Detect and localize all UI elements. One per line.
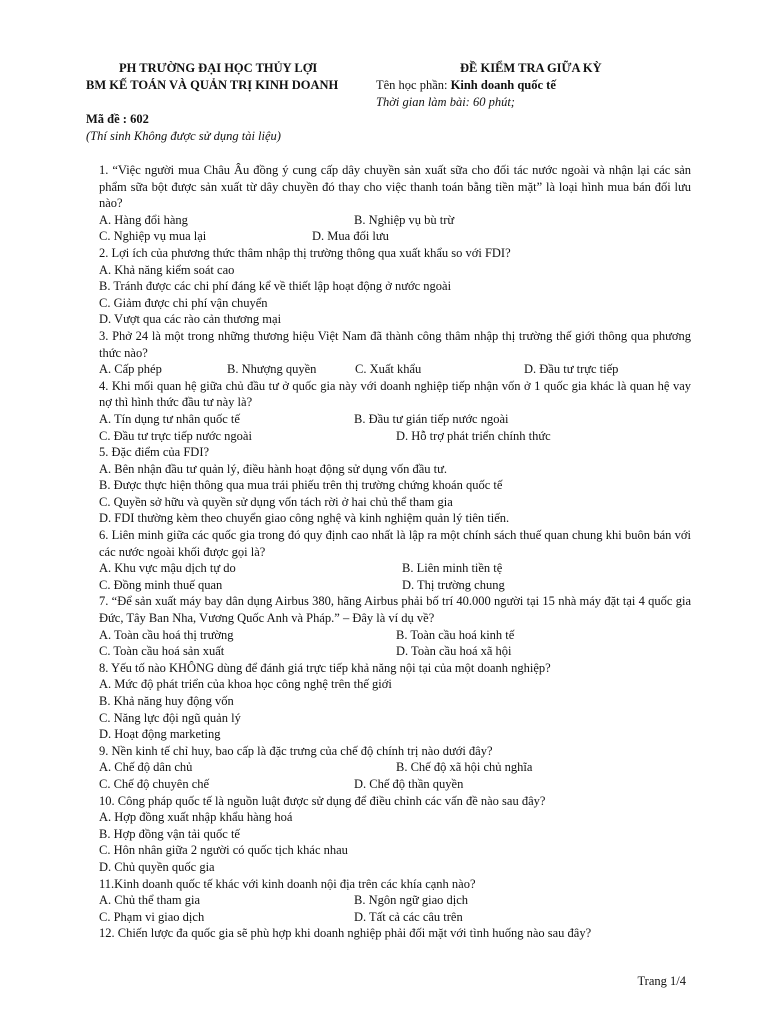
answer-row [99,826,691,843]
answer-option: D. Thị trường chung [402,577,505,592]
answer-row [99,510,691,527]
answer-row [99,428,691,445]
department-name: BM KẾ TOÁN VÀ QUẢN TRỊ KINH DOANH [86,78,339,92]
answer-row [99,577,691,594]
answer-option: B. Đầu tư gián tiếp nước ngoài [354,411,509,426]
answer-option: A. Khu vực mậu dịch tự do [99,561,236,576]
answer-option: A. Chủ thể tham gia [99,893,201,908]
answer-row [99,776,691,793]
answer-row [99,726,691,743]
answer-option: C. Phạm vi giao dịch [99,909,205,924]
question-text: 3. Phở 24 là một trong những thương hiệu Việt Nam đã thành công thâm nhập thị trường thế giới thông qua phương thức nào? [99,328,691,360]
course-line [376,77,556,94]
question-text: 5. Đặc điểm của FDI? [99,445,210,460]
question-10 [99,793,691,876]
question-8 [99,660,691,743]
question-6 [99,527,691,593]
course-name: Kinh doanh quốc tế [450,78,556,92]
answer-row [99,643,691,660]
answer-option: B. Hợp đồng vận tải quốc tế [99,826,240,841]
question-text: 8. Yếu tố nào KHÔNG dùng để đánh giá trực tiếp khả năng nội tại của một doanh nghiệp? [99,660,551,675]
answer-option: A. Toàn cầu hoá thị trường [99,627,234,642]
answer-row [99,212,691,229]
answer-row [99,461,691,478]
question-4 [99,378,691,444]
answer-option: B. Liên minh tiền tệ [402,561,503,576]
answer-option: D. Vượt qua các rào cản thương mại [99,312,282,327]
course-label: Tên học phần: [376,78,451,92]
answer-option: D. Chủ quyền quốc gia [99,859,215,874]
question-9 [99,743,691,793]
page-number: Trang 1/4 [637,974,686,988]
question-text: 7. “Để sản xuất máy bay dân dụng Airbus 380, hãng Airbus phải bố trí 40.000 người tại 15 nhà máy đặt tại 4 quốc gia Đức, Tây Ban Nha, Vương Quốc Anh và Pháp.” – Đây là ví dụ về? [99,594,691,626]
university-name: PH TRƯỜNG ĐẠI HỌC THỦY LỢI [119,61,318,75]
answer-row [99,262,691,279]
question-11 [99,876,691,926]
exam-note: (Thí sinh Không được sử dụng tài liệu) [86,129,281,143]
answer-row [99,909,691,926]
question-3 [99,328,691,378]
answer-option: A. Chế độ dân chủ [99,760,193,775]
exam-time: Thời gian làm bài: 60 phút; [376,95,515,109]
question-text: 12. Chiến lược đa quốc gia sẽ phù hợp khi doanh nghiệp phải đối mặt với tình huống nào sau đây? [99,926,592,941]
answer-row [99,494,691,511]
answer-option: C. Xuất khẩu [355,362,422,377]
answer-option: D. Chế độ thần quyền [354,776,464,791]
answer-row [99,361,691,378]
question-text: 2. Lợi ích của phương thức thâm nhập thị trường thông qua xuất khẩu so với FDI? [99,245,511,260]
answer-option: C. Đồng minh thuế quan [99,577,223,592]
answer-option: A. Tín dụng tư nhân quốc tế [99,411,240,426]
answer-option: C. Giảm được chi phí vận chuyển [99,295,268,310]
question-text: 6. Liên minh giữa các quốc gia trong đó quy định cao nhất là lập ra một chính sách thuế quan chung khi buôn bán với các nước ngoài khối được gọi là? [99,528,691,559]
answer-option: B. Ngôn ngữ giao dịch [354,893,469,908]
answer-row [99,627,691,644]
answer-option: C. Chế độ chuyên chế [99,776,210,791]
answer-row [99,892,691,909]
answer-row [99,859,691,876]
answer-option: D. Hoạt động marketing [99,727,221,742]
answer-row [99,278,691,295]
answer-option: A. Khả năng kiểm soát cao [99,262,235,277]
question-12 [99,925,691,942]
answer-row [99,693,691,710]
answer-option: D. Hỗ trợ phát triển chính thức [396,428,551,443]
answer-option: A. Hợp đồng xuất nhập khẩu hàng hoá [99,810,293,825]
answer-row [99,676,691,693]
answer-option: A. Cấp phép [99,362,162,377]
answer-option: B. Nhượng quyền [227,362,317,377]
answer-option: D. Toàn cầu hoá xã hội [396,644,512,659]
question-list [99,162,691,942]
answer-option: C. Hôn nhân giữa 2 người có quốc tịch khác nhau [99,843,348,858]
answer-option: C. Nghiệp vụ mua lại [99,229,207,244]
answer-row [99,809,691,826]
question-text: 1. “Việc người mua Châu Âu đồng ý cung cấp dây chuyền sản xuất sữa cho đối tác nước ngoài và nhận lại các sản phẩm sữa bột được sản xuất từ dây chuyền đó thay cho việc thanh toán bằng tiền mặt” là loại hình mua bán đối lưu nào? [99,163,691,211]
answer-option: A. Mức độ phát triển của khoa học công nghệ trên thế giới [99,677,392,692]
answer-option: B. Khả năng huy động vốn [99,694,234,708]
exam-title: ĐỀ KIỂM TRA GIỮA KỲ [460,61,602,75]
question-5 [99,444,691,527]
answer-option: C. Đầu tư trực tiếp nước ngoài [99,428,252,443]
answer-option: C. Toàn cầu hoá sản xuất [99,644,225,659]
answer-row [99,228,691,245]
answer-row [99,842,691,859]
question-2 [99,245,691,328]
answer-option: A. Bên nhận đầu tư quản lý, điều hành hoạt động sử dụng vốn đầu tư. [99,461,448,476]
exam-code: Mã đề : 602 [86,112,149,126]
answer-option: D. Đầu tư trực tiếp [524,362,619,377]
answer-option: C. Năng lực đội ngũ quản lý [99,710,241,725]
answer-row [99,560,691,577]
question-text: 10. Công pháp quốc tế là nguồn luật được sử dụng để điều chỉnh các vấn đề nào sau đây? [99,793,546,808]
answer-option: C. Quyền sở hữu và quyền sử dụng vốn tách rời ở hai chủ thể tham gia [99,494,453,509]
answer-row [99,411,691,428]
question-7 [99,593,691,659]
answer-row [99,311,691,328]
answer-row [99,710,691,727]
answer-option: A. Hàng đổi hàng [99,212,188,227]
answer-option: B. Nghiệp vụ bù trừ [354,212,455,227]
answer-option: B. Chế độ xã hội chủ nghĩa [396,760,533,775]
answer-row [99,759,691,776]
answer-option: D. FDI thường kèm theo chuyển giao công nghệ và kinh nghiệm quản lý tiên tiến. [99,511,510,526]
question-1 [99,162,691,245]
answer-row [99,295,691,312]
question-text: 11.Kinh doanh quốc tế khác với kinh doanh nội địa trên các khía cạnh nào? [99,876,476,891]
answer-option: B. Được thực hiện thông qua mua trái phiếu trên thị trường chứng khoán quốc tế [99,478,503,493]
answer-option: D. Tất cả các câu trên [354,909,463,924]
question-text: 4. Khi mối quan hệ giữa chủ đầu tư ở quốc gia này với doanh nghiệp tiếp nhận vốn ở 1 quốc gia khác là quan hệ vay nợ thì hình thức đầu tư này là? [99,378,691,410]
answer-row [99,477,691,494]
answer-option: B. Toàn cầu hoá kinh tế [396,627,515,642]
question-text: 9. Nền kinh tế chỉ huy, bao cấp là đặc trưng của chế độ chính trị nào dưới đây? [99,743,493,758]
answer-option: D. Mua đối lưu [312,229,389,244]
answer-option: B. Tránh được các chi phí đáng kể về thiết lập hoạt động ở nước ngoài [99,279,452,294]
